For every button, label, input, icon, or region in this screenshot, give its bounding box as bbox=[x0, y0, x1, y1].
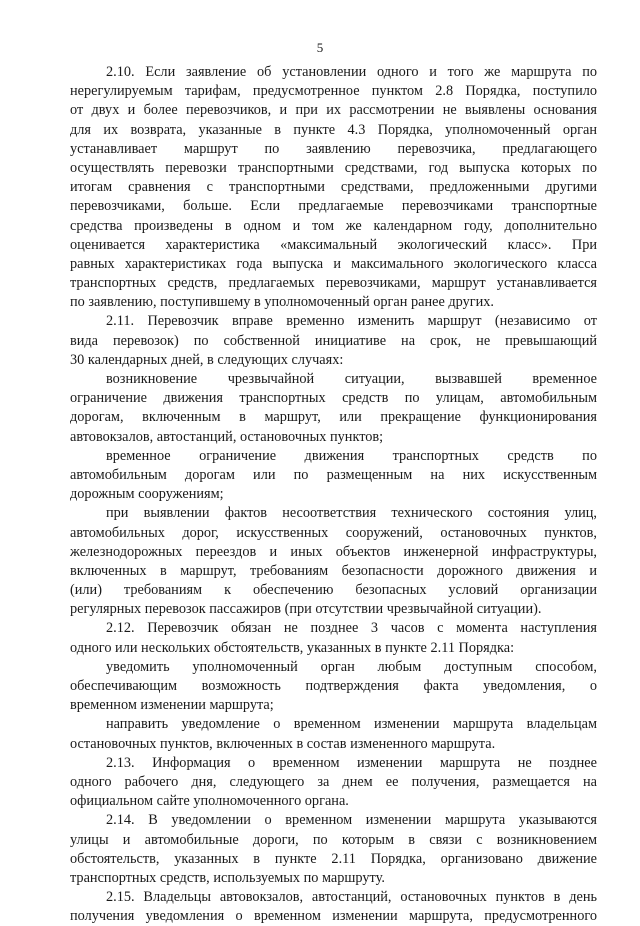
text-line: направить уведомление о временном изменении маршрута владельцам bbox=[106, 716, 597, 733]
paragraph-p-2-12 bbox=[70, 619, 597, 657]
paragraph-p-2-11-b bbox=[70, 447, 597, 505]
paragraph-p-2-11-c bbox=[70, 504, 597, 619]
text-line: итогам сравнения с транспортными средствами, предложенными другими bbox=[70, 179, 597, 196]
text-line: автомобильных дорог, искусственных сооружений, остановочных пунктов, bbox=[70, 524, 597, 541]
paragraph-p-2-14 bbox=[70, 811, 597, 888]
paragraph-p-2-11-a bbox=[70, 370, 597, 447]
text-line: равных характеристиках года выпуска и максимального экологического класса bbox=[70, 255, 597, 272]
text-line: 2.13. Информация о временном изменении маршрута не позднее bbox=[106, 754, 597, 771]
text-line: автомобильным дорогам или по размещенным на них искусственным bbox=[70, 466, 597, 483]
text-line: 2.10. Если заявление об установлении одного и того же маршрута по bbox=[106, 64, 597, 80]
text-line: транспортных средств, используемых по маршруту. bbox=[70, 869, 385, 886]
text-line: средства произведены в одном и том же календарном году, дополнительно bbox=[70, 217, 597, 234]
text-line: (или) требованиям к обеспечению безопасных условий организации bbox=[70, 582, 597, 599]
text-line: остановочных пунктов, включенных в состав измененного маршрута. bbox=[70, 735, 496, 752]
paragraph-p-2-15 bbox=[70, 888, 597, 926]
text-line: оценивается характеристика «максимальный экологический класс». При bbox=[70, 236, 597, 253]
text-line: транспортных средств, предлагаемых перевозчиками, маршрут устанавливается bbox=[70, 275, 597, 292]
text-line: одного рабочего дня, следующего за днем ее получения, размещается на bbox=[70, 773, 597, 790]
paragraph-p-2-12-b bbox=[70, 715, 597, 753]
text-line: регулярных перевозок пассажиров (при отсутствии чрезвычайной ситуации). bbox=[70, 601, 542, 618]
text-line: 2.15. Владельцы автовокзалов, автостанций, остановочных пунктов в день bbox=[106, 889, 597, 906]
page-number: 5 bbox=[316, 40, 324, 55]
text-line: дорогам, включенным в маршрут, или прекращение функционирования bbox=[70, 409, 597, 426]
paragraph-p-2-11 bbox=[70, 312, 597, 370]
document-body bbox=[70, 63, 597, 926]
paragraph-p-2-10 bbox=[70, 63, 597, 312]
text-line: временное ограничение движения транспортных средств по bbox=[106, 447, 597, 464]
text-line: улицы и автомобильные дороги, по которым в связи с возникновением bbox=[70, 831, 597, 848]
text-line: временном изменении маршрута; bbox=[70, 697, 274, 714]
text-line: для их возврата, указанные в пункте 4.3 Порядка, уполномоченный орган bbox=[70, 121, 597, 138]
text-line: 2.14. В уведомлении о временном изменении маршрута указываются bbox=[106, 812, 597, 829]
paragraph-p-2-13 bbox=[70, 754, 597, 812]
text-line: 2.12. Перевозчик обязан не позднее 3 часов с момента наступления bbox=[106, 620, 597, 637]
text-line: устанавливает маршрут по заявлению перевозчика, предлагающего bbox=[70, 140, 597, 157]
text-line: вида перевозок) по собственной инициативе на срок, не превышающий bbox=[70, 332, 597, 349]
text-line: при выявлении фактов несоответствия технического состояния улиц, bbox=[106, 505, 597, 522]
text-line: осуществлять перевозки транспортными средствами, год выпуска которых по bbox=[70, 159, 597, 176]
text-line: дорожным сооружениям; bbox=[70, 486, 224, 503]
text-line: обеспечивающим возможность подтверждения факта уведомления, о bbox=[70, 678, 597, 694]
text-line: перевозчиками, больше. Если предлагаемые перевозчиками транспортные bbox=[70, 198, 597, 215]
text-line: 2.11. Перевозчик вправе временно изменить маршрут (независимо от bbox=[106, 313, 597, 330]
text-line: ограничение движения транспортных средств по улицам, автомобильным bbox=[70, 390, 597, 407]
text-line: одного или нескольких обстоятельств, указанных в пункте 2.11 Порядка: bbox=[70, 639, 515, 656]
text-line: 30 календарных дней, в следующих случаях: bbox=[70, 351, 344, 368]
text-line: по заявлению, поступившему в уполномоченный орган ранее других. bbox=[70, 294, 495, 311]
text-line: уведомить уполномоченный орган любым доступным способом, bbox=[106, 658, 597, 675]
paragraph-p-2-12-a bbox=[70, 658, 597, 716]
text-line: от двух и более перевозчиков, и при их рассмотрении не выявлены основания bbox=[70, 102, 597, 119]
text-line: железнодорожных переездов и иных объектов инженерной инфраструктуры, bbox=[70, 543, 597, 560]
text-line: возникновение чрезвычайной ситуации, вызвавшей временное bbox=[106, 371, 597, 387]
text-line: получения уведомления о временном изменении маршрута, предусмотренного bbox=[70, 908, 597, 925]
text-line: включенных в маршрут, требованиям безопасности дорожного движения и bbox=[70, 562, 597, 579]
text-line: нерегулируемым тарифам, предусмотренное пунктом 2.8 Порядка, поступило bbox=[70, 83, 597, 100]
text-line: официальном сайте уполномоченного органа. bbox=[70, 793, 349, 810]
text-line: обстоятельств, указанных в пункте 2.11 Порядка, организовано движение bbox=[70, 850, 597, 867]
text-line: автовокзалов, автостанций, остановочных пунктов; bbox=[70, 428, 384, 445]
